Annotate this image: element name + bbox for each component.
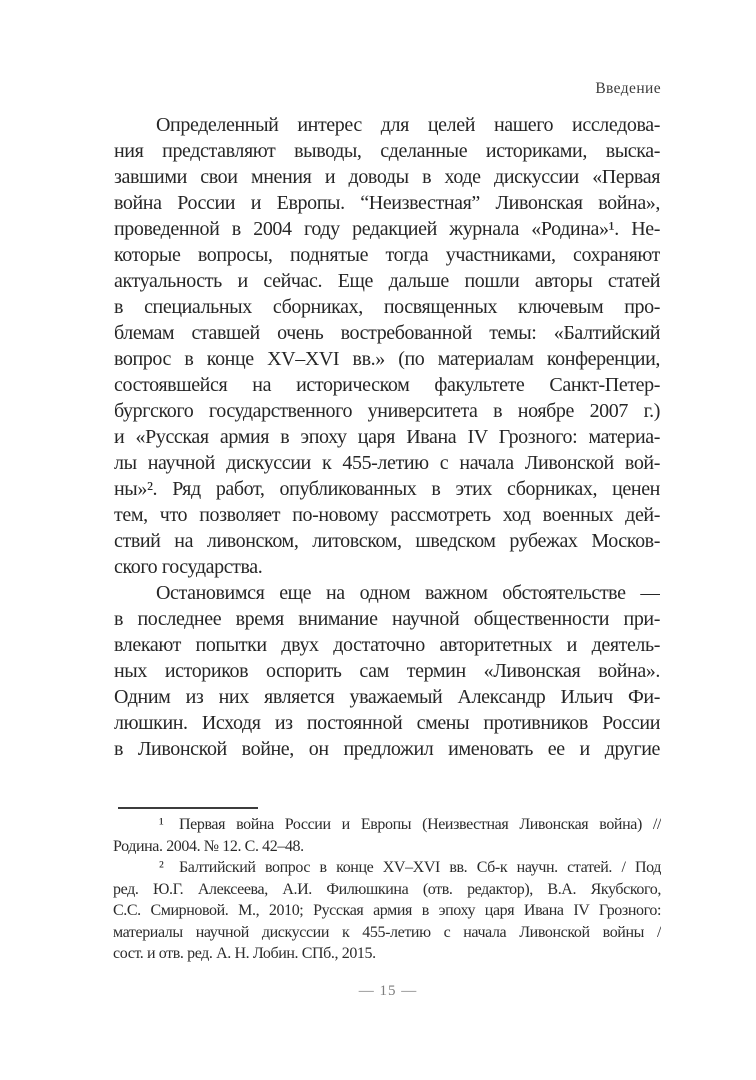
text-line: ствий на ливонском, литовском, шведском рубежах Москов-: [114, 530, 660, 552]
text-line: лы научной дискуссии к 455-летию с начала Ливонской вой-: [114, 452, 660, 474]
text-line: состоявшейся на историческом факультете Санкт-Петер-: [114, 374, 660, 396]
body-text: [114, 112, 660, 762]
text-line: актуальность и сейчас. Еще дальше пошли авторы статей: [114, 270, 660, 292]
paragraph-2: [114, 580, 660, 762]
text-line: война России и Европы. “Неизвестная” Ливонская война»,: [114, 192, 660, 214]
text-line: которые вопросы, поднятые тогда участниками, сохраняют: [114, 244, 660, 266]
text-line: влекают попытки двух достаточно авторитетных и деятель-: [114, 634, 660, 656]
paragraph-1: [114, 112, 660, 580]
text-line: в Ливонской войне, он предложил именовать ее и другие: [114, 738, 660, 760]
text-line: ных историков оспорить сам термин «Ливонская война».: [114, 660, 660, 682]
text-line: в последнее время внимание научной общественности при-: [114, 608, 660, 630]
text-line: материалы научной дискуссии к 455-летию с начала Ливонской войны /: [113, 923, 661, 941]
text-line: в специальных сборниках, посвященных ключевым про-: [114, 296, 660, 318]
footnote-divider: [118, 807, 258, 809]
text-line: люшкин. Исходя из постоянной смены противников России: [114, 712, 660, 734]
text-line: и «Русская армия в эпоху царя Ивана IV Грозного: материа-: [114, 426, 660, 448]
text-line: Остановимся еще на одном важном обстоятельстве —: [156, 582, 660, 604]
text-line: ния представляют выводы, сделанные историками, выска-: [114, 140, 660, 162]
text-line: С.С. Смирновой. М., 2010; Русская армия в эпоху царя Ивана IV Грозного:: [113, 902, 661, 919]
text-line: вопрос в конце XV–XVI вв.» (по материалам конференции,: [114, 348, 660, 370]
text-line: ¹ Первая война России и Европы (Неизвестная Ливонская война) //: [159, 816, 661, 833]
text-line: тем, что позволяет по-новому рассмотреть ход военных дей-: [114, 504, 660, 526]
text-line: ны»². Ряд работ, опубликованных в этих сборниках, ценен: [114, 478, 660, 500]
text-line: сост. и отв. ред. А. Н. Лобин. СПб., 2015.: [113, 945, 376, 962]
text-line: Родина. 2004. № 12. С. 42–48.: [113, 837, 304, 855]
text-line: ского государства.: [114, 556, 263, 578]
text-line: ² Балтийский вопрос в конце XV–XVI вв. Сб-к научн. статей. / Под: [159, 859, 661, 876]
footnote-2: [113, 857, 661, 965]
text-line: Одним из них является уважаемый Александр Ильич Фи-: [114, 686, 660, 708]
text-line: проведенной в 2004 году редакцией журнала «Родина»¹. Не-: [114, 218, 660, 240]
running-head: Введение: [595, 80, 661, 97]
text-line: завшими свои мнения и доводы в ходе дискуссии «Первая: [114, 166, 660, 188]
footnote-1: [113, 814, 661, 857]
text-line: блемам ставшей очень востребованной темы: «Балтийский: [114, 322, 660, 344]
footnotes-section: [113, 814, 661, 965]
text-line: ред. Ю.Г. Алексеева, А.И. Филюшкина (отв. редактор), В.А. Якубского,: [113, 880, 661, 898]
page-number: — 15 —: [358, 983, 418, 999]
text-line: Определенный интерес для целей нашего исследова-: [156, 114, 660, 136]
text-line: бургского государственного университета в ноябре 2007 г.): [114, 400, 660, 422]
